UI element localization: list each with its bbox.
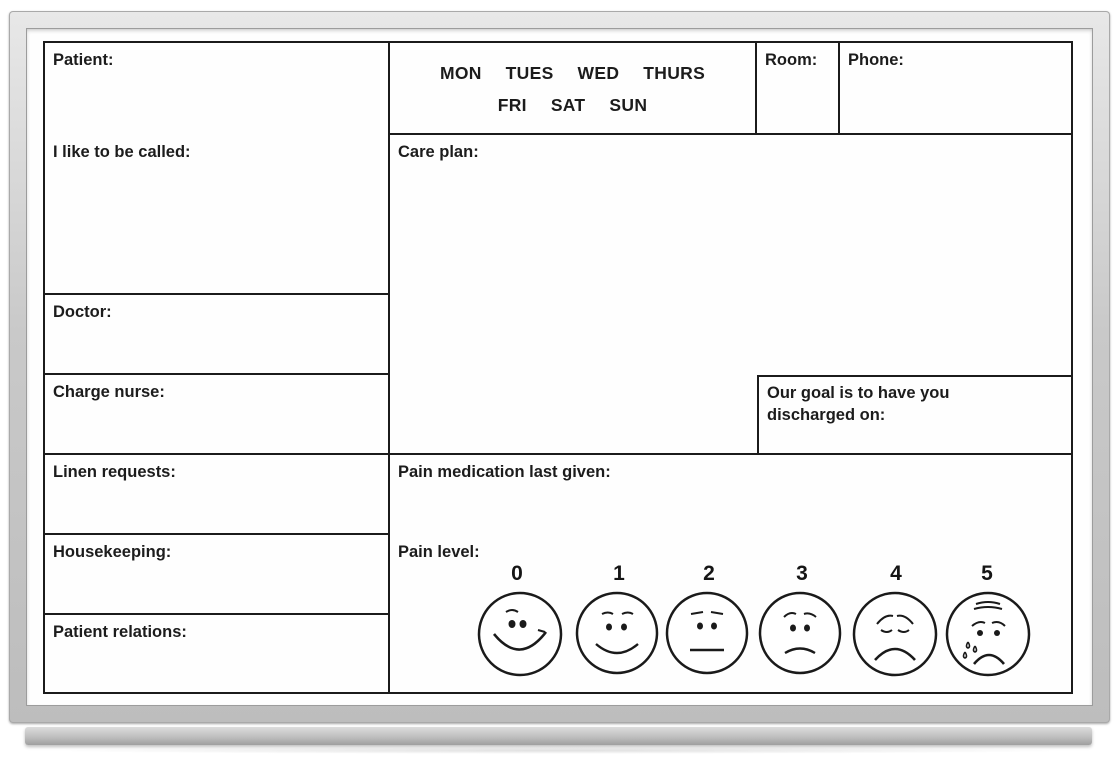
days-row-2 (390, 95, 755, 116)
housekeeping-cell[interactable] (45, 535, 390, 615)
patient-cell[interactable] (45, 43, 390, 295)
pain-score-1[interactable]: 1 (613, 562, 625, 585)
doctor-label: Doctor: (53, 303, 112, 321)
discharge-goal-cell[interactable] (757, 375, 1071, 455)
day-fri[interactable]: FRI (497, 95, 527, 115)
day-wed[interactable]: WED (577, 63, 620, 83)
day-thurs[interactable]: THURS (643, 63, 706, 83)
pain-score-5[interactable]: 5 (981, 562, 993, 585)
nickname-label: I like to be called: (53, 143, 191, 161)
pain-score-0[interactable]: 0 (511, 562, 523, 585)
housekeeping-label: Housekeeping: (53, 543, 172, 561)
care-plan-label: Care plan: (398, 143, 479, 161)
room-label: Room: (765, 51, 818, 69)
days-row-1 (390, 63, 755, 84)
day-sun[interactable]: SUN (609, 95, 648, 115)
phone-cell[interactable] (840, 43, 1071, 135)
face-sad-icon[interactable] (851, 590, 939, 678)
marker-tray (25, 727, 1092, 745)
face-smile-big-icon[interactable] (476, 590, 564, 678)
room-cell[interactable] (757, 43, 840, 135)
charge-nurse-cell[interactable] (45, 375, 390, 455)
face-neutral-icon[interactable] (664, 590, 750, 676)
linen-requests-cell[interactable] (45, 455, 390, 535)
pain-score-3[interactable]: 3 (796, 562, 808, 585)
patient-label: Patient: (53, 51, 114, 69)
face-mild-frown-icon[interactable] (757, 590, 843, 676)
day-sat[interactable]: SAT (550, 95, 586, 115)
pain-score-2[interactable]: 2 (703, 562, 715, 585)
pain-score-4[interactable]: 4 (890, 562, 902, 585)
doctor-cell[interactable] (45, 295, 390, 375)
patient-relations-label: Patient relations: (53, 623, 187, 641)
tray-shadow (40, 747, 1080, 754)
phone-label: Phone: (848, 51, 904, 69)
day-tues[interactable]: TUES (505, 63, 554, 83)
day-mon[interactable]: MON (439, 63, 482, 83)
charge-nurse-label: Charge nurse: (53, 383, 165, 401)
pain-level-label: Pain level: (398, 543, 480, 561)
face-crying-icon[interactable] (944, 590, 1032, 678)
patient-relations-cell[interactable] (45, 615, 390, 692)
days-cell[interactable] (390, 43, 757, 135)
pain-medication-label: Pain medication last given: (398, 463, 611, 481)
discharge-goal-label: Our goal is to have you discharged on: (767, 384, 950, 424)
face-smile-icon[interactable] (574, 590, 660, 676)
linen-requests-label: Linen requests: (53, 463, 176, 481)
